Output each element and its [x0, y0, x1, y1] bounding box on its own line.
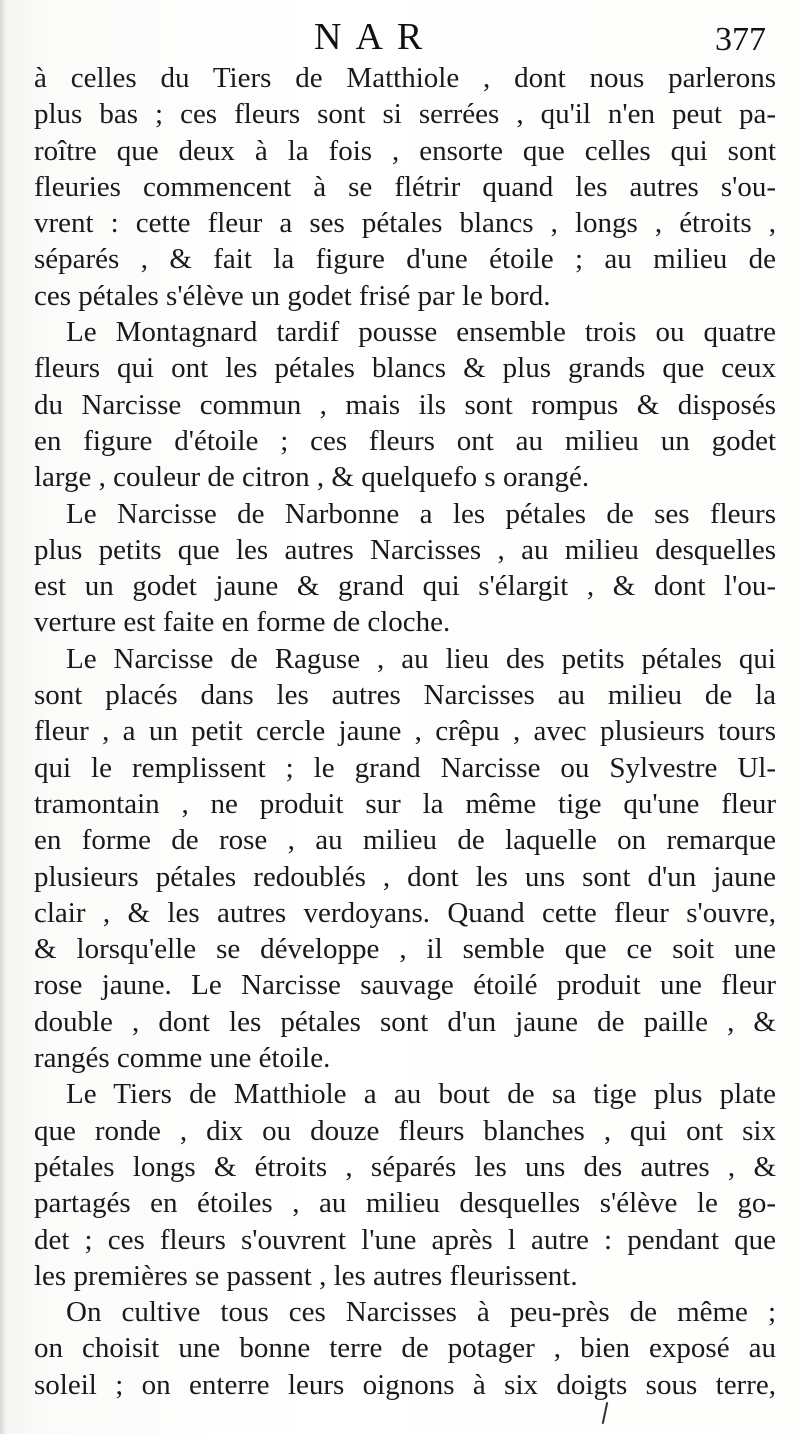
paragraph-start-line: Le Narcisse de Raguse , au lieu des petits pétales qui	[66, 642, 776, 675]
body-text	[34, 60, 776, 1403]
paragraph-start-line: Le Narcisse de Narbonne a les pétales de ses fleurs	[66, 497, 776, 530]
text-line: pétales longs & étroits , séparés les uns des autres , &	[34, 1150, 776, 1183]
paragraph-end-line: les premières se passent , les autres fleurissent.	[34, 1259, 578, 1292]
paragraph-end-line: ces pétales s'élève un godet frisé par le bord.	[34, 279, 551, 312]
text-line: en figure d'étoile ; ces fleurs ont au milieu un godet	[34, 424, 776, 457]
text-line: fleur , a un petit cercle jaune , crêpu , avec plusieurs tours	[34, 715, 776, 748]
text-line: qui le remplissent ; le grand Narcisse ou Sylvestre Ul-	[34, 751, 776, 784]
running-head-title: NAR	[314, 16, 437, 58]
text-line: plus bas ; ces fleurs sont si serrées , qu'il n'en peut pa-	[34, 98, 776, 131]
text-line: clair , & les autres verdoyans. Quand cette fleur s'ouvre,	[34, 896, 776, 929]
text-line: en forme de rose , au milieu de laquelle on remarque	[34, 824, 776, 857]
page-gutter-shadow	[0, 0, 6, 1434]
text-line: plusieurs pétales redoublés , dont les uns sont d'un jaune	[34, 860, 776, 893]
ink-speck	[602, 1402, 609, 1424]
paragraph-end-line: verture est faite en forme de cloche.	[34, 606, 451, 639]
text-line: plus petits que les autres Narcisses , au milieu desquelles	[34, 533, 776, 566]
text-line: séparés , & fait la figure d'une étoile ; au milieu de	[34, 243, 776, 276]
text-line: que ronde , dix ou douze fleurs blanches , qui ont six	[34, 1114, 776, 1147]
text-line: soleil ; on enterre leurs oignons à six doigts sous terre,	[34, 1368, 776, 1401]
text-line: det ; ces fleurs s'ouvrent l'une après l autre : pendant que	[34, 1223, 776, 1256]
paragraph-start-line: Le Montagnard tardif pousse ensemble trois ou quatre	[66, 316, 776, 349]
text-line: roître que deux à la fois , ensorte que celles qui sont	[34, 134, 776, 167]
text-line: & lorsqu'elle se développe , il semble que ce soit une	[34, 933, 776, 966]
text-line: on choisit une bonne terre de potager , bien exposé au	[34, 1332, 776, 1365]
text-line: vrent : cette fleur a ses pétales blancs , longs , étroits ,	[34, 207, 776, 240]
text-line: rose jaune. Le Narcisse sauvage étoilé produit une fleur	[34, 969, 776, 1002]
paragraph-start-line: On cultive tous ces Narcisses à peu-près de même ;	[66, 1296, 776, 1329]
text-line: double , dont les pétales sont d'un jaune de paille , &	[34, 1005, 776, 1038]
text-line: à celles du Tiers de Matthiole , dont nous parlerons	[34, 62, 776, 94]
running-head	[0, 14, 800, 60]
text-line: est un godet jaune & grand qui s'élargit , & dont l'ou-	[34, 570, 776, 603]
text-line: fleurs qui ont les pétales blancs & plus grands que ceux	[34, 352, 776, 385]
text-line: partagés en étoiles , au milieu desquelles s'élève le go-	[34, 1187, 776, 1220]
paragraph-start-line: Le Tiers de Matthiole a au bout de sa tige plus plate	[66, 1078, 776, 1111]
paragraph-end-line: rangés comme une étoile.	[34, 1042, 331, 1075]
page-number: 377	[715, 21, 766, 58]
paragraph-end-line: large , couleur de citron , & quelquefo s orangé.	[34, 461, 590, 494]
text-line: sont placés dans les autres Narcisses au milieu de la	[34, 679, 776, 712]
text-line: du Narcisse commun , mais ils sont rompus & disposés	[34, 388, 776, 421]
text-line: fleuries commencent à se flétrir quand les autres s'ou-	[34, 170, 776, 203]
text-line: tramontain , ne produit sur la même tige qu'une fleur	[34, 787, 776, 820]
